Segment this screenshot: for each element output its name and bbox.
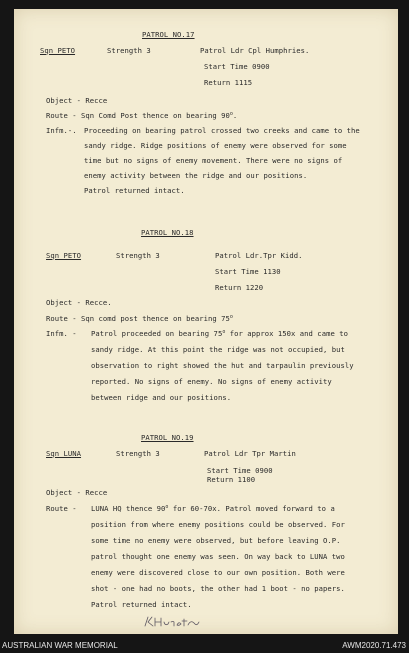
patrol-18-infm-line: reported. No signs of enemy. No signs of enemy activity (91, 377, 332, 386)
patrol-17-object: Object - Recce (46, 96, 108, 105)
patrol-18-infm-line: between ridge and our positions. (91, 393, 232, 402)
patrol-19-leader: Patrol Ldr Tpr Martin (204, 449, 296, 458)
patrol-18-infm-label: Infm. - (46, 329, 77, 338)
handwritten-signature (143, 616, 201, 628)
patrol-17-infm-line: enemy activity between the ridge and our positions. (84, 171, 308, 180)
patrol-18-start-time: Start Time 1130 (215, 267, 281, 276)
patrol-17-start-time: Start Time 0900 (204, 62, 270, 71)
patrol-17-title: PATROL NO.17 (142, 30, 195, 39)
patrol-18-infm-line: sandy ridge. At this point the ridge was not occupied, but (91, 345, 345, 354)
patrol-17-strength: Strength 3 (107, 46, 151, 55)
patrol-17-infm-line: Patrol returned intact. (84, 186, 185, 195)
patrol-17-return-time: Return 1115 (204, 78, 253, 87)
patrol-19-route-line: patrol thought one enemy was seen. On way back to LUNA two (91, 552, 345, 561)
patrol-17-leader: Patrol Ldr Cpl Humphries. (200, 46, 310, 55)
patrol-17-infm-label: Infm.-. (46, 126, 77, 135)
footer-institution: AUSTRALIAN WAR MEMORIAL (2, 641, 118, 650)
patrol-18-route: Route - Sqn comd post thence on bearing 75$^o$ (46, 314, 233, 323)
patrol-19-sqn: Sqn LUNA (46, 449, 82, 458)
patrol-19-return-time: Return 1100 (207, 475, 256, 484)
archive-footer (0, 640, 409, 653)
patrol-17-route: Route - Sqn Comd Post thence on bearing 90$^o$. (46, 111, 238, 120)
patrol-19-object: Object - Recce (46, 488, 108, 497)
patrol-17-infm-line: time but no signs of enemy movement. There were no signs of (84, 156, 343, 165)
patrol-18-infm-line: observation to right showed the hut and tarpaulin previously (91, 361, 354, 370)
patrol-18-return-time: Return 1220 (215, 283, 264, 292)
patrol-19-route-line: enemy were discovered close to our own position. Both were (91, 568, 345, 577)
patrol-18-leader: Patrol Ldr.Tpr Kidd. (215, 251, 303, 260)
patrol-19-route-line: LUNA HQ thence 90$^o$ for 60-70x. Patrol moved forward to a (91, 504, 335, 513)
patrol-19-title: PATROL NO.19 (141, 433, 194, 442)
patrol-18-infm-line: Patrol proceeded on bearing 75$^o$ for approx 150x and came to (91, 329, 348, 338)
patrol-17-infm-line: sandy ridge. Ridge positions of enemy were observed for some (84, 141, 347, 150)
patrol-18-title: PATROL NO.18 (141, 228, 194, 237)
patrol-19-start-time: Start Time 0900 (207, 466, 273, 475)
patrol-19-route-line: position from where enemy positions could be observed. For (91, 520, 345, 529)
patrol-19-route-line: some time no enemy were observed, but before leaving O.P. (91, 536, 341, 545)
patrol-17-infm-line: Proceeding on bearing patrol crossed two creeks and came to the (84, 126, 360, 135)
patrol-19-strength: Strength 3 (116, 449, 160, 458)
patrol-19-route-line: shot - one had no boots, the other had 1 boot - no papers. (91, 584, 345, 593)
patrol-18-sqn: Sqn PETO (46, 251, 82, 260)
patrol-18-object: Object - Recce. (46, 298, 112, 307)
patrol-19-route-line: Patrol returned intact. (91, 600, 192, 609)
patrol-17-sqn: Sqn PETO (40, 46, 76, 55)
patrol-18-strength: Strength 3 (116, 251, 160, 260)
document-page (14, 9, 398, 634)
footer-accession-number: AWM2020.71.473 (342, 641, 406, 650)
patrol-19-route-label: Route - (46, 504, 77, 513)
